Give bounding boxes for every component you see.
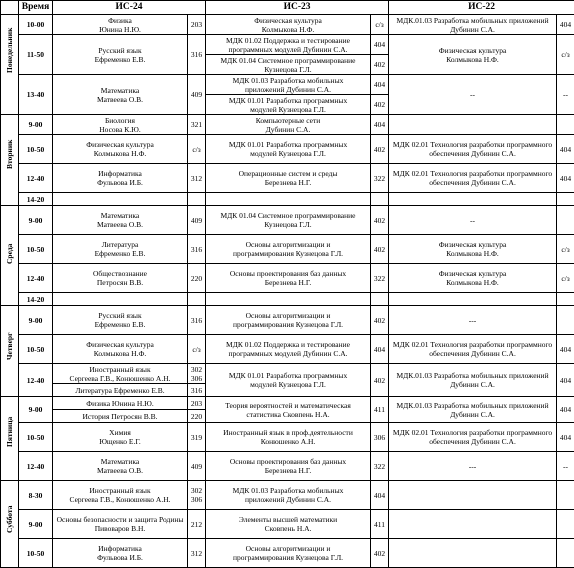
table-row — [1, 510, 574, 539]
lesson-cell: Математика Матвеева О.В. — [53, 206, 188, 235]
lesson-cell: Теория вероятностей и математическая статистика Сковпень Н.А. — [206, 397, 371, 423]
time-cell: 10-00 — [19, 15, 53, 35]
lesson-cell: Информатика Фульвова И.Б. — [53, 164, 188, 193]
lesson-cell: Компьютерные сети Дубинин С.А. — [206, 115, 371, 135]
day-label-text: Понедельник — [5, 56, 14, 73]
time-cell: 12-40 — [19, 452, 53, 481]
header-group-2: ИС-23 — [206, 1, 389, 15]
day-label-text: Четверг — [5, 343, 14, 360]
lesson-cell: Физическая культура Колмыкова Н.Ф. — [389, 235, 557, 264]
table-row — [1, 397, 574, 410]
time-cell: 12-40 — [19, 164, 53, 193]
time-cell: 14-20 — [19, 293, 53, 306]
time-cell: 9-00 — [19, 397, 53, 423]
room-cell: 402 — [371, 206, 389, 235]
room-cell — [557, 193, 574, 206]
room-cell — [371, 193, 389, 206]
lesson-cell: Основы алгоритмизации и программирования Кузнецова Г.Л. — [206, 306, 371, 335]
room-cell: -- — [557, 452, 574, 481]
day-label — [1, 397, 19, 481]
time-cell: 8-30 — [19, 481, 53, 510]
day-label — [1, 206, 19, 306]
room-cell: 404 — [557, 335, 574, 364]
time-cell: 10-50 — [19, 539, 53, 568]
room-cell: 411 — [371, 397, 389, 423]
room-cell: 316 — [188, 306, 206, 335]
room-cell: 316 — [188, 384, 206, 397]
room-cell: 409 — [188, 206, 206, 235]
table-row — [1, 164, 574, 193]
room-cell: 302 306 — [188, 481, 206, 510]
room-cell: 212 — [188, 510, 206, 539]
room-cell: с/з — [371, 15, 389, 35]
lesson-cell: Химия Ющенко Е.Г. — [53, 423, 188, 452]
time-cell: 10-50 — [19, 335, 53, 364]
room-cell: 404 — [371, 75, 389, 95]
lesson-cell — [389, 481, 557, 510]
lesson-cell: Физическая культура Колмыкова Н.Ф. — [389, 264, 557, 293]
lesson-cell: --- — [389, 306, 557, 335]
lesson-cell — [389, 115, 557, 135]
lesson-cell: Математика Матвеева О.В. — [53, 75, 188, 115]
table-row — [1, 235, 574, 264]
time-cell: 9-00 — [19, 115, 53, 135]
room-cell — [557, 306, 574, 335]
room-cell — [557, 481, 574, 510]
room-cell — [371, 293, 389, 306]
lesson-cell: Элементы высшей математики Сковпень Н.А. — [206, 510, 371, 539]
room-cell: с/з — [188, 135, 206, 164]
lesson-cell — [53, 193, 188, 206]
day-label — [1, 115, 19, 206]
lesson-cell: -- — [389, 206, 557, 235]
lesson-cell: Информатика Фульвова И.Б. — [53, 539, 188, 568]
room-cell: 404 — [557, 15, 574, 35]
lesson-cell: Литература Ефременко Е.В. — [53, 384, 188, 397]
lesson-cell: МДК 01.01 Разработка программных модулей Кузнецова Г.Л. — [206, 364, 371, 397]
room-cell — [188, 293, 206, 306]
lesson-cell: Физическая культура Колмыкова Н.Ф. — [389, 35, 557, 75]
room-cell — [188, 193, 206, 206]
room-cell: с/з — [557, 35, 574, 75]
room-cell: 404 — [557, 164, 574, 193]
lesson-cell: Основы проектирования баз данных Березнева Н.Г. — [206, 452, 371, 481]
room-cell — [557, 206, 574, 235]
table-row — [1, 35, 574, 55]
room-cell: 322 — [371, 264, 389, 293]
lesson-cell: Иностранный язык в проф.деятельности Конюшенко А.Н. — [206, 423, 371, 452]
lesson-cell: МДК 01.02 Поддержка и тестирование программных модулей Дубинин С.А. — [206, 35, 371, 55]
time-cell: 9-00 — [19, 306, 53, 335]
lesson-cell — [389, 293, 557, 306]
room-cell: 409 — [188, 75, 206, 115]
lesson-cell: Основы проектирования баз данных Березнева Н.Г. — [206, 264, 371, 293]
table-row — [1, 264, 574, 293]
table-row — [1, 306, 574, 335]
lesson-cell: Иностранный язык Сергеева Г.В., Конюшенко А.Н. — [53, 364, 188, 384]
table-row — [1, 335, 574, 364]
lesson-cell — [206, 193, 371, 206]
table-row — [1, 452, 574, 481]
time-cell: 9-00 — [19, 206, 53, 235]
day-label — [1, 15, 19, 115]
lesson-cell: МДК 02.01 Технология разработки программного обеспечения Дубинин С.А. — [389, 335, 557, 364]
lesson-cell: Физическая культура Колмыкова Н.Ф. — [206, 15, 371, 35]
header-group-3: ИС-22 — [389, 1, 574, 15]
lesson-cell: МДК 01.03 Разработка мобильных приложений Дубинин С.А. — [206, 75, 371, 95]
room-cell: 402 — [371, 364, 389, 397]
room-cell: 404 — [557, 135, 574, 164]
table-row — [1, 364, 574, 384]
lesson-cell: -- — [389, 75, 557, 115]
room-cell: с/з — [188, 335, 206, 364]
room-cell: 411 — [371, 510, 389, 539]
lesson-cell: МДК.01.03 Разработка мобильных приложений Дубинин С.А. — [389, 364, 557, 397]
room-cell — [557, 539, 574, 568]
lesson-cell: Основы алгоритмизации и программирования Кузнецова Г.Л. — [206, 235, 371, 264]
room-cell: 404 — [371, 335, 389, 364]
time-cell: 14-20 — [19, 193, 53, 206]
table-row — [1, 293, 574, 306]
room-cell: 316 — [188, 35, 206, 75]
room-cell: 404 — [557, 423, 574, 452]
lesson-cell: МДК 01.02 Поддержка и тестирование программных модулей Дубинин С.А. — [206, 335, 371, 364]
day-label — [1, 306, 19, 397]
lesson-cell: МДК.01.03 Разработка мобильных приложений Дубинин С.А. — [389, 397, 557, 423]
room-cell: 312 — [188, 539, 206, 568]
room-cell: -- — [557, 75, 574, 115]
lesson-cell: МДК 01.04 Системное программирование Кузнецова Г.Л. — [206, 206, 371, 235]
room-cell: 322 — [371, 452, 389, 481]
header-group-1: ИС-24 — [53, 1, 206, 15]
room-cell: 220 — [188, 410, 206, 423]
lesson-cell: Иностранный язык Сергеева Г.В., Конюшенко А.Н. — [53, 481, 188, 510]
lesson-cell: МДК 01.04 Системное программирование Кузнецова Г.Л. — [206, 55, 371, 75]
lesson-cell — [389, 539, 557, 568]
room-cell: 404 — [371, 35, 389, 55]
room-cell: 409 — [188, 452, 206, 481]
room-cell: 404 — [371, 115, 389, 135]
lesson-cell: Литература Ефременко Е.В. — [53, 235, 188, 264]
table-row — [1, 193, 574, 206]
lesson-cell: История Петросян В.В. — [53, 410, 188, 423]
lesson-cell — [53, 293, 188, 306]
lesson-cell: Физическая культура Колмыкова Н.Ф. — [53, 135, 188, 164]
room-cell: 402 — [371, 95, 389, 115]
lesson-cell: Операционные систем и среды Березнева Н.Г. — [206, 164, 371, 193]
room-cell: 322 — [371, 164, 389, 193]
table-row — [1, 206, 574, 235]
lesson-cell: Математика Матвеева О.В. — [53, 452, 188, 481]
room-cell: 404 — [371, 481, 389, 510]
table-row — [1, 423, 574, 452]
lesson-cell: Физика Юнина Н.Ю. — [53, 15, 188, 35]
lesson-cell: Русский язык Ефременко Е.В. — [53, 35, 188, 75]
table-row — [1, 15, 574, 35]
day-label-text: Пятница — [5, 430, 14, 447]
table-row — [1, 115, 574, 135]
room-cell: 402 — [371, 135, 389, 164]
room-cell: 302 306 — [188, 364, 206, 384]
day-label-text: Вторник — [5, 152, 14, 169]
room-cell: 203 — [188, 397, 206, 410]
room-cell: 312 — [188, 164, 206, 193]
time-cell: 9-00 — [19, 510, 53, 539]
day-label — [1, 481, 19, 568]
room-cell: 220 — [188, 264, 206, 293]
lesson-cell: МДК 01.03 Разработка мобильных приложений Дубинин С.А. — [206, 481, 371, 510]
day-label-text: Среда — [5, 247, 14, 264]
room-cell — [557, 115, 574, 135]
lesson-cell: Биология Носова К.Ю. — [53, 115, 188, 135]
time-cell: 13-40 — [19, 75, 53, 115]
table-row — [1, 135, 574, 164]
room-cell: 402 — [371, 306, 389, 335]
lesson-cell: Основы алгоритмизации и программирования Кузнецова Г.Л. — [206, 539, 371, 568]
room-cell: 319 — [188, 423, 206, 452]
time-cell: 10-50 — [19, 235, 53, 264]
lesson-cell: --- — [389, 452, 557, 481]
room-cell: 402 — [371, 55, 389, 75]
time-cell: 12-40 — [19, 264, 53, 293]
table-row — [1, 539, 574, 568]
time-cell: 11-50 — [19, 35, 53, 75]
room-cell: 402 — [371, 539, 389, 568]
lesson-cell: Русский язык Ефременко Е.В. — [53, 306, 188, 335]
room-cell — [557, 293, 574, 306]
header-time: Время — [19, 1, 53, 15]
lesson-cell: МДК.01.03 Разработка мобильных приложений Дубинин С.А. — [389, 15, 557, 35]
room-cell — [557, 510, 574, 539]
room-cell: 321 — [188, 115, 206, 135]
lesson-cell: Основы безопасности и защита Родины Пивоваров В.Н. — [53, 510, 188, 539]
table-row — [1, 481, 574, 510]
room-cell: 402 — [371, 235, 389, 264]
lesson-cell — [389, 510, 557, 539]
lesson-cell: Физика Юнина Н.Ю. — [53, 397, 188, 410]
room-cell: 404 — [557, 364, 574, 397]
room-cell: 316 — [188, 235, 206, 264]
day-label-text: Суббота — [5, 516, 14, 533]
header-blank — [1, 1, 19, 15]
room-cell: 203 — [188, 15, 206, 35]
lesson-cell: МДК 02.01 Технология разработки программного обеспечения Дубинин С.А. — [389, 423, 557, 452]
room-cell: с/з — [557, 264, 574, 293]
room-cell: 306 — [371, 423, 389, 452]
lesson-cell: Физическая культура Колмыкова Н.Ф. — [53, 335, 188, 364]
time-cell: 12-40 — [19, 364, 53, 397]
lesson-cell — [389, 193, 557, 206]
lesson-cell: Обществознание Петросян В.В. — [53, 264, 188, 293]
room-cell: 404 — [557, 397, 574, 423]
lesson-cell — [206, 293, 371, 306]
time-cell: 10-50 — [19, 135, 53, 164]
lesson-cell: МДК 02.01 Технология разработки программного обеспечения Дубинин С.А. — [389, 135, 557, 164]
lesson-cell: МДК 01.01 Разработка программных модулей Кузнецова Г.Л. — [206, 95, 371, 115]
lesson-cell: МДК 01.01 Разработка программных модулей Кузнецова Г.Л. — [206, 135, 371, 164]
time-cell: 10-50 — [19, 423, 53, 452]
lesson-cell: МДК 02.01 Технология разработки программного обеспечения Дубинин С.А. — [389, 164, 557, 193]
room-cell: с/з — [557, 235, 574, 264]
table-row — [1, 75, 574, 95]
header-row — [1, 1, 574, 15]
